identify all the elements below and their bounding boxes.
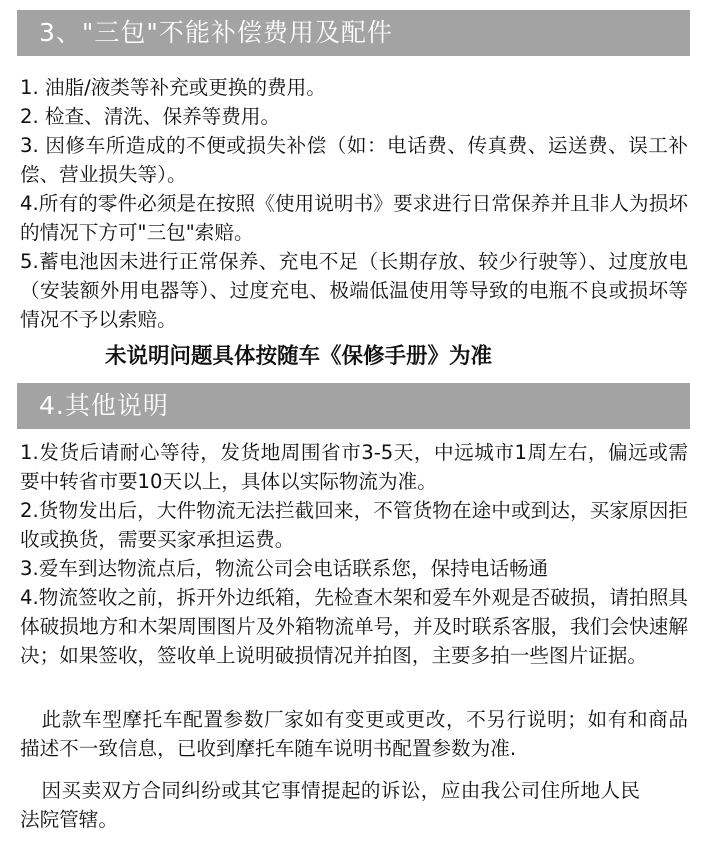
section-3-item-3: 3. 因修车所造成的不便或损失补偿（如：电话费、传真费、运送费、误工补偿、营业损失等）。 (20, 134, 688, 186)
section-4-item-3: 3.爱车到达物流点后，物流公司会电话联系您，保持电话畅通 (20, 557, 549, 580)
section-3-title: 3、"三包"不能补偿费用及配件 (39, 18, 393, 47)
section-4-item-2: 2.货物发出后，大件物流无法拦截回来，不管货物在途中或到达，买家原因拒收或换货，需要买家承担运费。 (20, 499, 688, 551)
config-change-paragraph: 此款车型摩托车配置参数厂家如有变更或更改，不另行说明；如有和商品描述不一致信息，已收到摩托车随车说明书配置参数为准. (20, 708, 688, 760)
section-3-header (17, 10, 690, 56)
section-3-item-1: 1. 油脂/液类等补充或更换的费用。 (20, 76, 326, 99)
section-3-item-5: 5.蓄电池因未进行正常保养、充电不足（长期存放、较少行驶等）、过度放电（安装额外用电器等）、过度充电、极端低温使用等导致的电瓶不良或损坏等情况不予以索赔。 (20, 250, 688, 331)
section-3-item-4: 4.所有的零件必须是在按照《使用说明书》要求进行日常保养并且非人为损坏的情况下方可"三包"索赔。 (20, 192, 688, 244)
section-3-list (20, 73, 688, 334)
section-4-header (17, 383, 690, 429)
section-4-item-1: 1.发货后请耐心等待，发货地周围省市3-5天，中远城市1周左右，偏远或需要中转省市要10天以上，具体以实际物流为准。 (20, 441, 688, 493)
jurisdiction-paragraph: 因买卖双方合同纠纷或其它事情提起的诉讼，应由我公司住所地人民法院管辖。 (20, 779, 640, 831)
section-3-item-2: 2. 检查、清洗、保养等费用。 (20, 105, 281, 128)
section-4-item-4: 4.物流签收之前，拆开外边纸箱，先检查木架和爱车外观是否破损，请拍照具体破损地方和木架周围图片及外箱物流单号，并及时联系客服，我们会快速解决；如果签收，签收单上说明破损情况并拍图，主要多拍一些图片证据。 (20, 586, 688, 667)
warranty-manual-notice: 未说明问题具体按随车《保修手册》为准 (105, 344, 493, 369)
section-4-title: 4.其他说明 (39, 391, 169, 420)
section-4-list (20, 438, 688, 670)
